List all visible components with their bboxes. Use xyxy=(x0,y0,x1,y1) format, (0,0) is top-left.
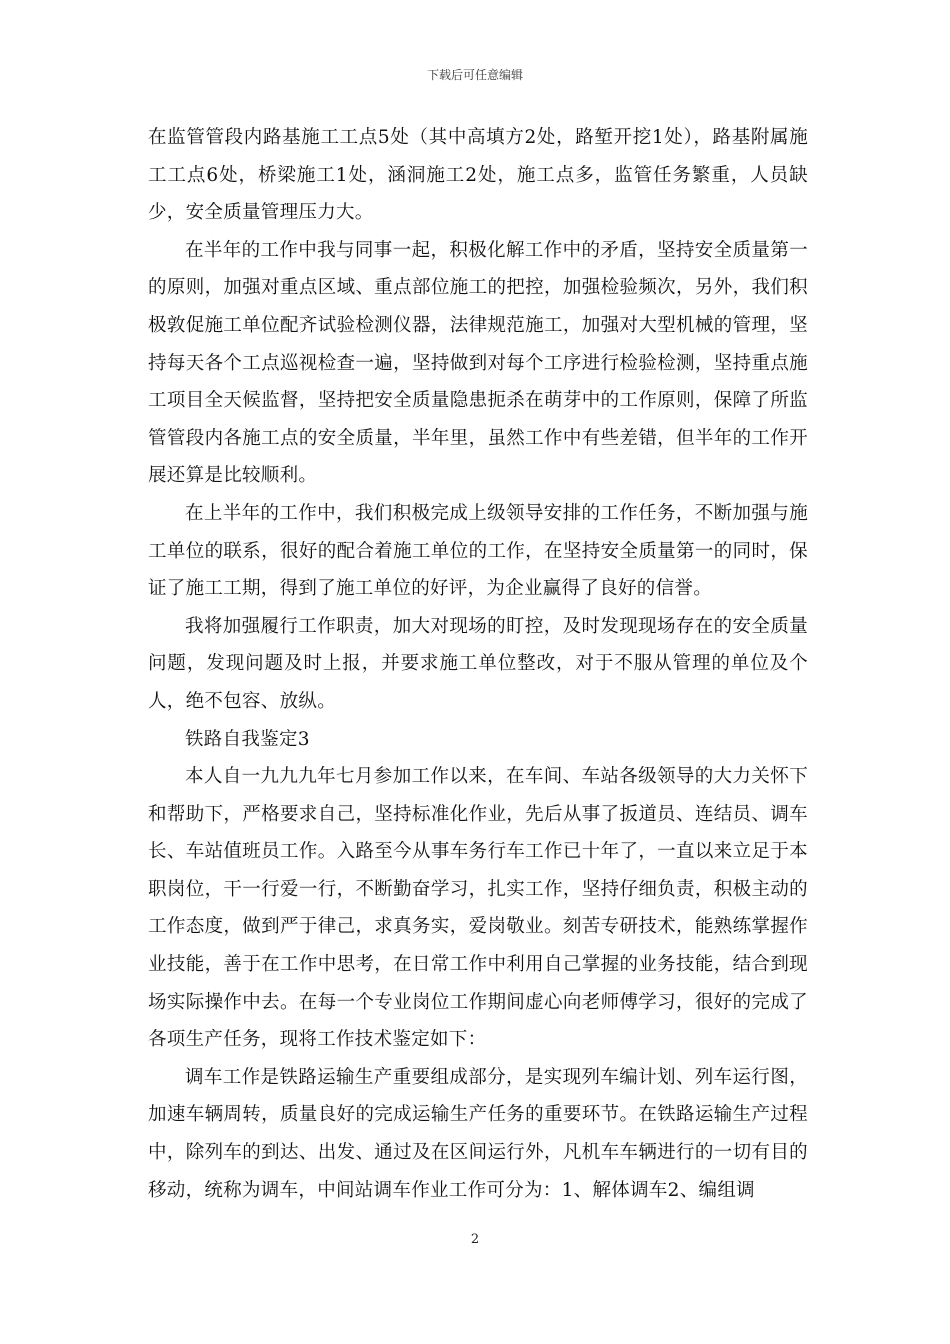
document-body xyxy=(148,119,808,1209)
paragraph-shunting-work: 调车工作是铁路运输生产重要组成部分，是实现列车编计划、列车运行图，加速车辆周转，质量良好的完成运输生产任务的重要环节。在铁路运输生产过程中，除列车的到达、出发、通过及在区间运行外，凡机车车辆进行的一切有目的移动，统称为调车，中间站调车作业工作可分为：1、解体调车2、编组调 xyxy=(148,1066,808,1201)
paragraph-construction-points: 在监管管段内路基施工工点5处（其中高填方2处，路堑开挖1处），路基附属施工工点6处，桥梁施工1处，涵洞施工2处，施工点多，监管任务繁重，人员缺少，安全质量管理压力大。 xyxy=(148,127,808,224)
section-heading: 铁路自我鉴定3 xyxy=(185,728,310,750)
page-number: 2 xyxy=(470,1232,480,1247)
paragraph-career-summary: 本人自一九九九年七月参加工作以来，在车间、车站各级领导的大力关怀下和帮助下，严格要求自己，坚持标准化作业，先后从事了扳道员、连结员、调车长、车站值班员工作。入路至今从事车务行车工作已十年了，一直以来立足于本职岗位，干一行爱一行，不断勤奋学习，扎实工作，坚持仔细负责，积极主动的工作态度，做到严于律己，求真务实，爱岗敬业。刻苦专研技术，能熟练掌握作业技能，善于在工作中思考，在日常工作中利用自己掌握的业务技能，结合到现场实际操作中去。在每一个专业岗位工作期间虚心向老师傅学习，很好的完成了各项生产任务，现将工作技术鉴定如下： xyxy=(148,766,808,1051)
page-header: 下载后可任意编辑 xyxy=(426,68,523,82)
paragraph-first-half-tasks: 在上半年的工作中，我们积极完成上级领导安排的工作任务，不断加强与施工单位的联系，很好的配合着施工单位的工作，在坚持安全质量第一的同时，保证了施工工期，得到了施工单位的好评，为企业赢得了良好的信誉。 xyxy=(148,502,808,600)
paragraph-duty-commitment: 我将加强履行工作职责，加大对现场的盯控，及时发现现场存在的安全质量问题，发现问题及时上报，并要求施工单位整改，对于不服从管理的单位及个人，绝不包容、放纵。 xyxy=(148,615,808,712)
paragraph-half-year-work: 在半年的工作中我与同事一起，积极化解工作中的矛盾，坚持安全质量第一的原则，加强对重点区域、重点部位施工的把控，加强检验频次，另外，我们积极敦促施工单位配齐试验检测仪器，法律规范施工，加强对大型机械的管理，坚持每天各个工点巡视检查一遍，坚持做到对每个工序进行检验检测，坚持重点施工项目全天候监督，坚持把安全质量隐患扼杀在萌芽中的工作原则，保障了所监管管段内各施工点的安全质量，半年里，虽然工作中有些差错，但半年的工作开展还算是比较顺利。 xyxy=(148,239,808,487)
